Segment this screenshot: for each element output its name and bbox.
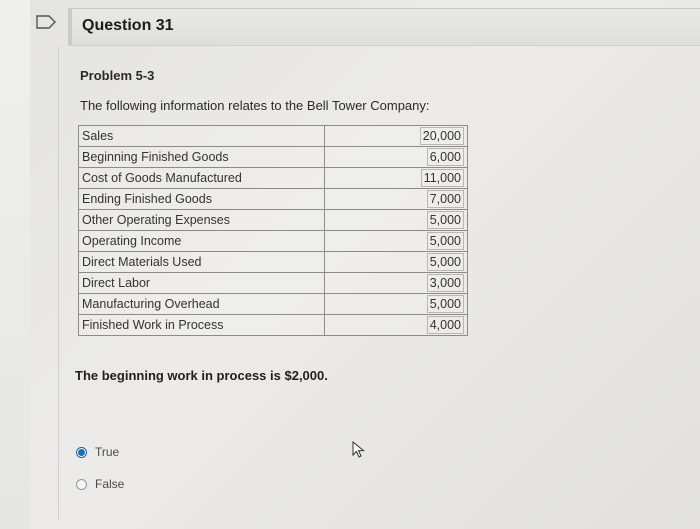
header-accent-bar (68, 9, 72, 45)
row-value: 5,000 (427, 211, 464, 229)
row-label: Sales (79, 126, 325, 147)
row-label: Manufacturing Overhead (79, 294, 325, 315)
row-label: Beginning Finished Goods (79, 147, 325, 168)
option-label-false[interactable]: False (95, 477, 125, 491)
row-value-cell (325, 126, 468, 147)
answer-option-true[interactable] (76, 445, 119, 459)
radio-button-true[interactable] (76, 447, 87, 458)
row-label: Operating Income (79, 231, 325, 252)
row-value-cell (325, 147, 468, 168)
data-table (78, 125, 468, 336)
row-label: Direct Labor (79, 273, 325, 294)
table-row (79, 189, 468, 210)
question-statement: The beginning work in process is $2,000. (75, 368, 328, 383)
table-row (79, 315, 468, 336)
row-value-cell (325, 315, 468, 336)
row-value: 5,000 (427, 295, 464, 313)
question-header (68, 8, 700, 46)
row-value: 11,000 (421, 169, 464, 187)
row-label: Cost of Goods Manufactured (79, 168, 325, 189)
radio-selected-dot (78, 449, 85, 456)
row-value: 7,000 (427, 190, 464, 208)
row-label: Ending Finished Goods (79, 189, 325, 210)
answer-option-false[interactable] (76, 477, 124, 491)
question-intro: The following information relates to the Bell Tower Company: (80, 98, 430, 113)
table-row (79, 252, 468, 273)
table-row (79, 168, 468, 189)
row-value: 4,000 (427, 316, 464, 334)
row-value-cell (325, 210, 468, 231)
radio-button-false[interactable] (76, 479, 87, 490)
row-label: Other Operating Expenses (79, 210, 325, 231)
table-row (79, 126, 468, 147)
flag-icon[interactable] (36, 15, 56, 29)
table-row (79, 231, 468, 252)
row-label: Direct Materials Used (79, 252, 325, 273)
question-title: Question 31 (82, 17, 174, 34)
row-value-cell (325, 294, 468, 315)
table-row (79, 294, 468, 315)
row-value-cell (325, 168, 468, 189)
row-value: 5,000 (427, 232, 464, 250)
row-value-cell (325, 273, 468, 294)
mouse-pointer-icon (352, 441, 366, 459)
left-margin (0, 0, 30, 529)
table-row (79, 147, 468, 168)
row-value-cell (325, 189, 468, 210)
option-label-true[interactable]: True (95, 445, 120, 459)
row-value-cell (325, 252, 468, 273)
table-row (79, 210, 468, 231)
row-value: 5,000 (427, 253, 464, 271)
row-value-cell (325, 231, 468, 252)
problem-label: Problem 5-3 (80, 68, 155, 83)
table-row (79, 273, 468, 294)
row-value: 3,000 (427, 274, 464, 292)
row-value: 20,000 (420, 127, 464, 145)
row-label: Finished Work in Process (79, 315, 325, 336)
row-value: 6,000 (427, 148, 464, 166)
